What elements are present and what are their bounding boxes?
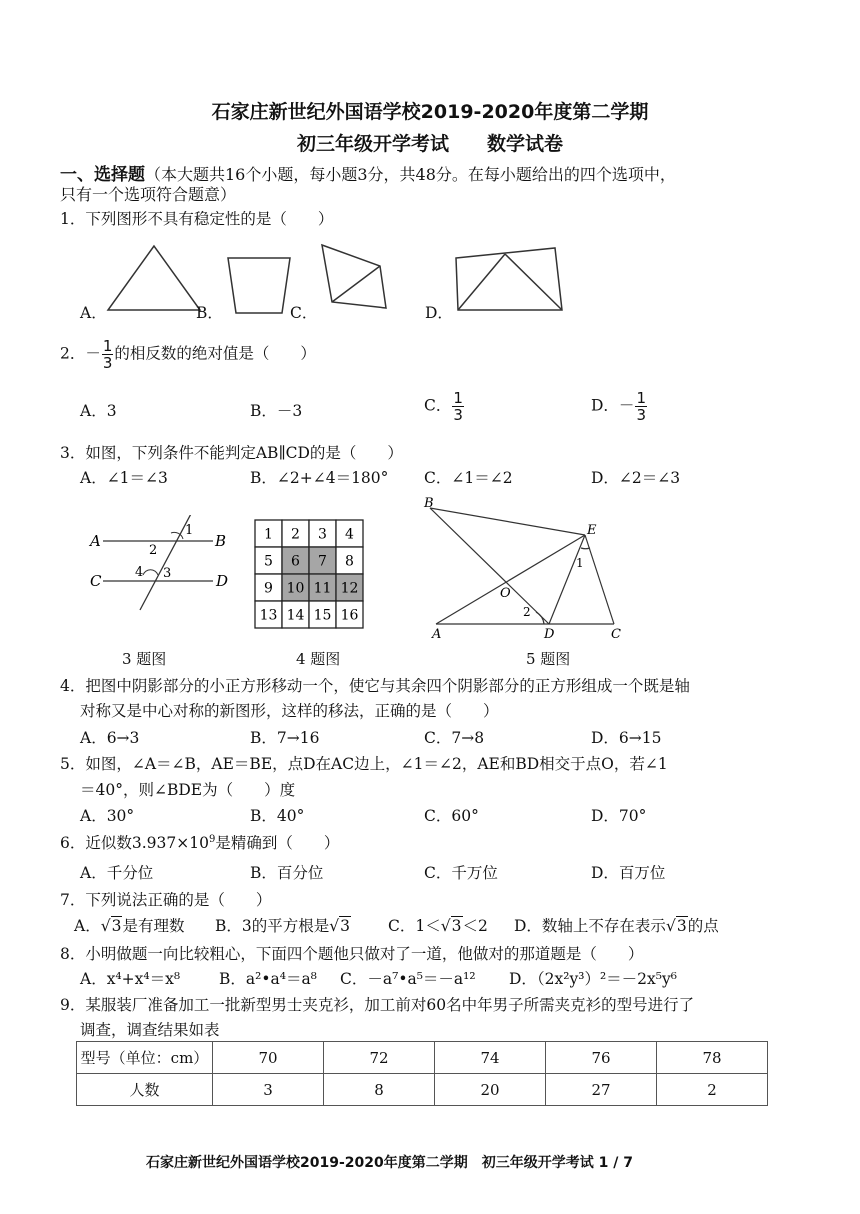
fig3-angle-4: 4	[135, 565, 144, 580]
q3-stem: 3．如图，下列条件不能判定AB∥CD的是（ ）	[60, 444, 403, 462]
grid-cell-label: 10	[286, 580, 305, 597]
q4-option-a[interactable]: A．6→3	[80, 729, 140, 747]
table-header-size: 型号（单位：cm）	[77, 1042, 213, 1074]
q1-quadrilateral-with-diagonal	[322, 245, 386, 308]
q2-fraction: $\frac{1}{3}$	[102, 337, 113, 372]
section-description-line2: 只有一个选项符合题意）	[60, 185, 237, 204]
q7-option-b[interactable]: B．3的平方根是√3	[215, 917, 351, 935]
table-row-sizes	[77, 1042, 768, 1074]
q6-option-a[interactable]: A．千分位	[80, 864, 154, 882]
grid-cell-label: 4	[345, 526, 354, 543]
table-cell: 20	[435, 1074, 546, 1106]
fig3-angle-3: 3	[163, 566, 172, 581]
fig3-angle-1: 1	[185, 523, 194, 538]
fig5-label-o: O	[500, 586, 511, 601]
grid-cell-label: 8	[345, 553, 354, 570]
q8-option-c[interactable]: C．－a⁷•a⁵＝－a¹²	[340, 970, 476, 988]
q1-option-d[interactable]: D．	[425, 304, 453, 322]
exam-title-line1: 石家庄新世纪外国语学校2019-2020年度第二学期	[211, 101, 649, 123]
table-row-counts	[77, 1074, 768, 1106]
q4-option-d[interactable]: D．6→15	[591, 729, 662, 747]
section-description-line1: （本大题共16个小题，每小题3分，共48分。在每小题给出的四个选项中，	[145, 165, 676, 184]
page-footer: 石家庄新世纪外国语学校2019-2020年度第二学期 初三年级开学考试 1 / 7	[146, 1155, 633, 1171]
grid-cell-label: 6	[291, 553, 300, 570]
q6-exponent: 9	[208, 833, 216, 845]
q2-option-b[interactable]: B．－3	[250, 402, 303, 420]
fig3-angle-2: 2	[149, 543, 158, 558]
q6-option-b[interactable]: B．百分位	[250, 864, 324, 882]
grid-cell-label: 16	[340, 607, 359, 624]
q9-size-table	[76, 1041, 768, 1106]
q7-option-d[interactable]: D．数轴上不存在表示√3的点	[514, 917, 719, 935]
q8-stem: 8．小明做题一向比较粗心，下面四个题他只做对了一道，他做对的那道题是（ ）	[60, 945, 644, 963]
fig5-label-a: A	[432, 627, 442, 639]
q4-stem-line2: 对称又是中心对称的新图形，这样的移法，正确的是（ ）	[80, 702, 499, 720]
q2-suffix: 的相反数的绝对值是（ ）	[114, 344, 316, 363]
fig5-label-e: E	[587, 523, 597, 538]
grid-cell-label: 9	[264, 580, 273, 597]
table-cell: 74	[435, 1042, 546, 1074]
grid-cell-label: 14	[286, 607, 305, 624]
section-title: 一、选择题	[60, 165, 145, 185]
q7-option-a[interactable]: A．√3是有理数	[74, 917, 185, 935]
grid-cell-label: 1	[264, 526, 273, 543]
q5-option-c[interactable]: C．60°	[424, 807, 479, 825]
q3-option-b[interactable]: B．∠2+∠4＝180°	[250, 469, 389, 487]
fig3-label-c: C	[90, 572, 102, 590]
q8-option-b[interactable]: B．a²•a⁴＝a⁸	[219, 970, 317, 988]
q2-stem	[60, 338, 316, 371]
q9-stem-line1: 9．某服装厂准备加工一批新型男士夹克衫，加工前对60名中年男子所需夹克衫的型号进行了	[60, 996, 695, 1014]
q4-option-c[interactable]: C．7→8	[424, 729, 485, 747]
fig5-angle-1: 1	[576, 556, 584, 570]
q1-stem: 1．下列图形不具有稳定性的是（ ）	[60, 210, 334, 228]
grid-cell-label: 11	[313, 580, 332, 597]
q7-option-c[interactable]: C．1＜√3＜2	[388, 917, 488, 935]
fig3-label-d: D	[216, 572, 229, 590]
q5-option-a[interactable]: A．30°	[80, 807, 135, 825]
table-cell: 27	[546, 1074, 657, 1106]
q6-option-d[interactable]: D．百万位	[591, 864, 666, 882]
q1-figures	[100, 238, 570, 323]
q5-stem-line2: ＝40°，则∠BDE为（ ）度	[80, 781, 296, 799]
q1-trapezoid	[228, 258, 290, 313]
fig5-segment-ae	[436, 535, 585, 624]
q5-option-b[interactable]: B．40°	[250, 807, 305, 825]
q1-pentagon-with-triangle	[456, 248, 562, 310]
q4-option-b[interactable]: B．7→16	[250, 729, 320, 747]
q6-option-c[interactable]: C．千万位	[424, 864, 498, 882]
grid-cell-label: 2	[291, 526, 300, 543]
table-cell: 8	[324, 1074, 435, 1106]
q3-option-c[interactable]: C．∠1＝∠2	[424, 469, 513, 487]
grid-cell-label: 13	[259, 607, 278, 624]
q8-option-d[interactable]: D．（2x²y³）²＝－2x⁵y⁶	[509, 970, 677, 988]
fig5-label-c: C	[611, 627, 621, 639]
q6-stem: 6．近似数$3.937\times 10^9$是精确到（ ）	[60, 833, 340, 852]
q5-stem-line1: 5．如图，∠A＝∠B，AE＝BE，点D在AC边上，∠1＝∠2，AE和BD相交于点O，若∠1	[60, 755, 668, 773]
q2-prefix: 2．－	[60, 344, 101, 363]
figure-5-caption: 5 题图	[526, 650, 571, 668]
q1-option-c[interactable]: C．	[290, 304, 318, 322]
table-cell: 2	[657, 1074, 768, 1106]
table-cell: 76	[546, 1042, 657, 1074]
q2-option-c[interactable]: C． $\frac{1}{3}$	[424, 389, 463, 424]
grid-cell-label: 12	[340, 580, 359, 597]
q9-stem-line2: 调查，调查结果如表	[80, 1021, 220, 1039]
fig5-segment-de	[549, 535, 585, 624]
figure-4-caption: 4 题图	[296, 650, 341, 668]
q2-option-a[interactable]: A．3	[80, 402, 117, 420]
fig3-label-b: B	[215, 532, 227, 550]
fig3-label-a: A	[90, 532, 101, 550]
q4-stem-line1: 4．把图中阴影部分的小正方形移动一个，使它与其余四个阴影部分的正方形组成一个既是轴	[60, 677, 690, 695]
fig5-angle-2: 2	[523, 605, 531, 619]
exam-title-line2: 初三年级开学考试 数学试卷	[296, 133, 563, 155]
q3-option-a[interactable]: A．∠1＝∠3	[80, 469, 168, 487]
q1-option-b[interactable]: B．	[196, 304, 223, 322]
q7-stem: 7．下列说法正确的是（ ）	[60, 891, 272, 909]
figure-3-caption: 3 题图	[122, 650, 167, 668]
grid-cell-label: 3	[318, 526, 327, 543]
figure-5	[418, 494, 628, 639]
table-cell: 70	[213, 1042, 324, 1074]
q1-option-a[interactable]: A．	[80, 304, 107, 322]
table-cell: 72	[324, 1042, 435, 1074]
table-header-count: 人数	[77, 1074, 213, 1106]
table-cell: 3	[213, 1074, 324, 1106]
q2-option-d-fraction: $\frac{1}{3}$	[636, 389, 646, 424]
q2-option-d[interactable]: D．－ $\frac{1}{3}$	[591, 389, 646, 424]
q1-triangle	[108, 246, 200, 310]
figure-3	[85, 515, 245, 615]
fig5-label-d: D	[544, 627, 555, 639]
table-cell: 78	[657, 1042, 768, 1074]
figure-4	[254, 519, 370, 631]
q8-option-a[interactable]: A．x⁴+x⁴＝x⁸	[80, 970, 181, 988]
fig5-label-b: B	[424, 496, 434, 511]
grid-cell-label: 7	[318, 553, 327, 570]
grid-cell-label: 15	[313, 607, 332, 624]
q2-option-c-fraction: $\frac{1}{3}$	[453, 389, 463, 424]
grid-cell-label: 5	[264, 553, 273, 570]
q3-option-d[interactable]: D．∠2＝∠3	[591, 469, 681, 487]
q5-option-d[interactable]: D．70°	[591, 807, 647, 825]
